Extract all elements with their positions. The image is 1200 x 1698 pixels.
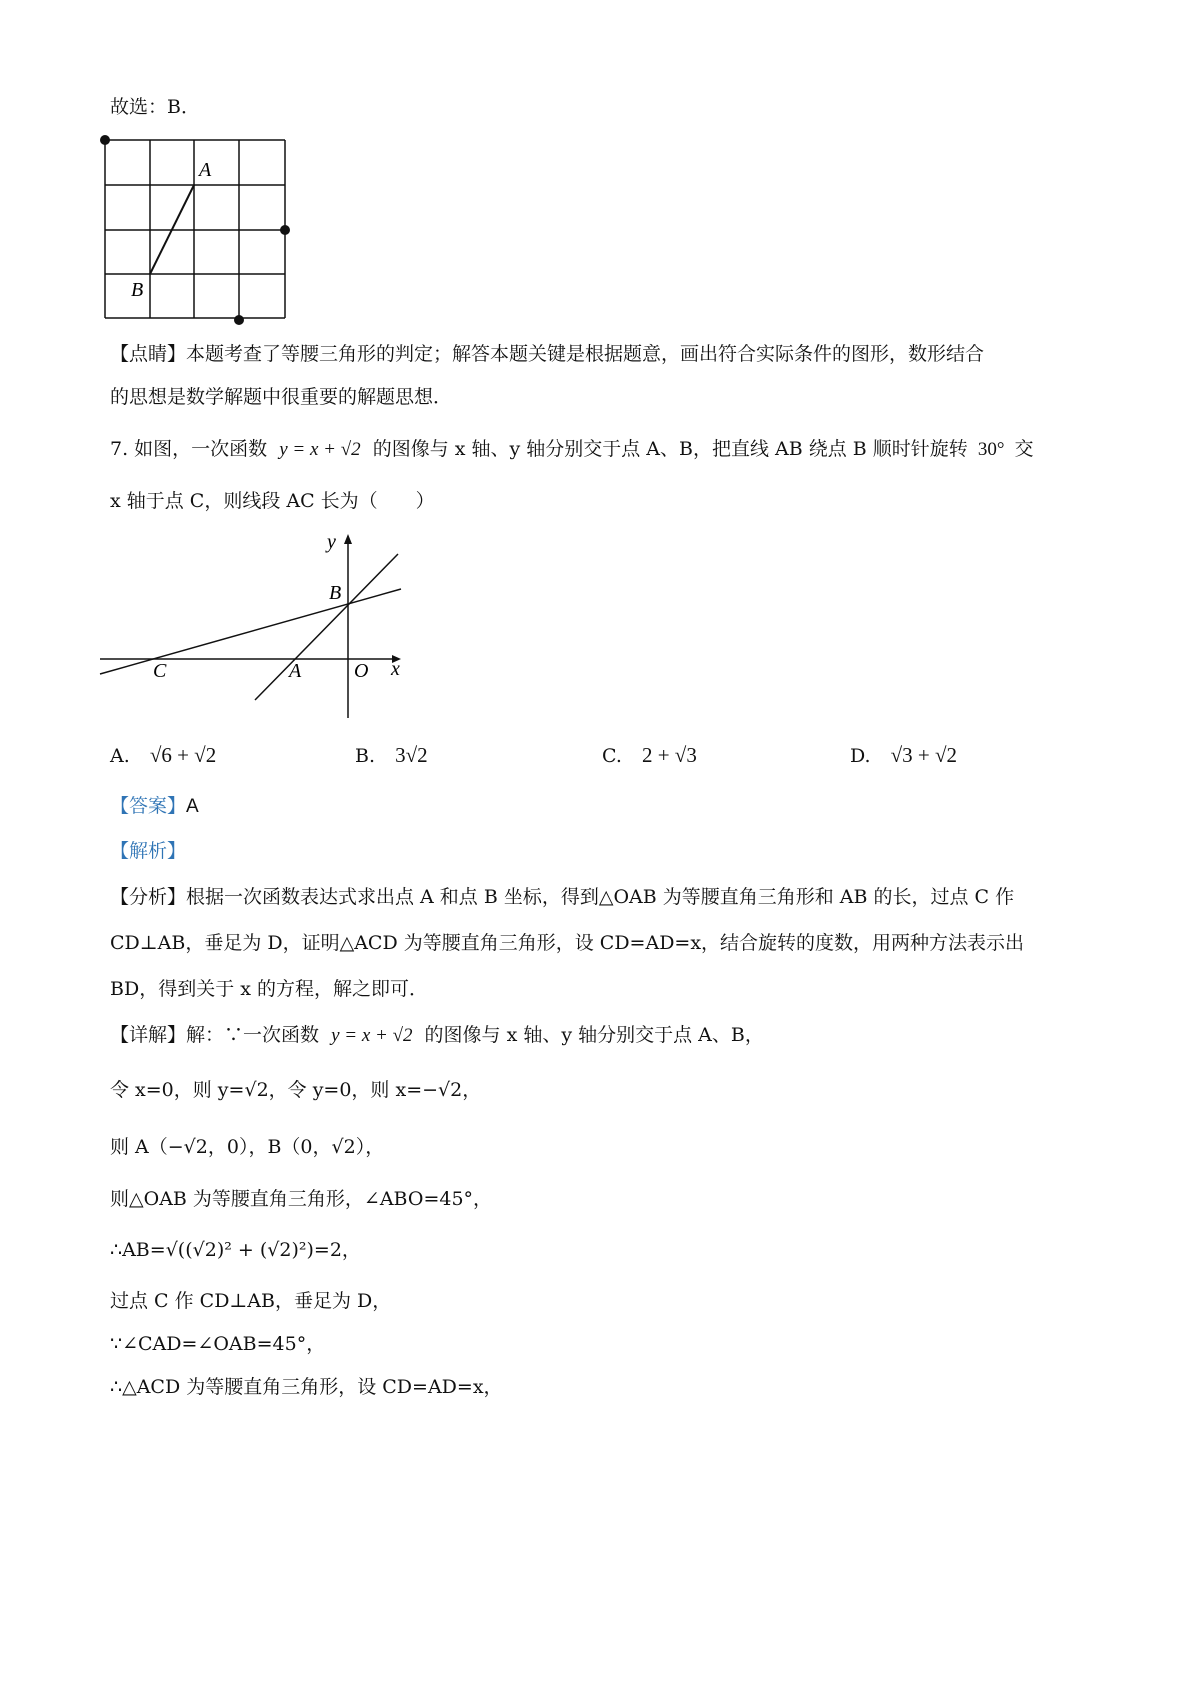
question-7-number: 7. 如图，一次函数 [110, 438, 268, 460]
question-7-stem-rest: 的图像与 x 轴、y 轴分别交于点 A、B，把直线 AB 绕点 B 顺时针旋转 [372, 438, 968, 460]
analysis-line-2: CD⊥AB，垂足为 D，证明△ACD 为等腰直角三角形，设 CD=AD=x，结合旋转的度数，用两种方法表示出 [110, 932, 1025, 954]
function-graph [95, 528, 415, 728]
detail-line-1 [110, 1022, 764, 1049]
option-a-letter: A. [110, 745, 130, 767]
detail-line-7: ∵∠CAD=∠OAB=45°， [110, 1333, 326, 1355]
detail-line-1-function: y = x + √2 [331, 1025, 413, 1046]
grid-label-a: A [199, 159, 212, 181]
detail-line-1-post: 的图像与 x 轴、y 轴分别交于点 A、B， [424, 1024, 764, 1046]
option-d[interactable] [850, 742, 957, 769]
grid-figure [95, 130, 305, 330]
option-c-value: 2 + √3 [641, 743, 697, 767]
detail-line-2: 令 x=0，则 y=√2，令 y=0，则 x=−√2， [110, 1079, 482, 1101]
graph-label-a: A [289, 660, 302, 682]
detail-line-3: 则 A（−√2，0），B（0，√2）， [110, 1136, 385, 1158]
question-7-jiao: 交 [1014, 438, 1034, 460]
question-7-line-2: x 轴于点 C，则线段 AC 长为（ ） [110, 490, 435, 512]
graph-label-b: B [329, 582, 342, 604]
detail-line-1-pre: 【详解】解：∵一次函数 [110, 1024, 320, 1046]
option-a[interactable] [110, 742, 216, 769]
graph-label-x: x [391, 658, 400, 680]
detail-line-8: ∴△ACD 为等腰直角三角形，设 CD=AD=x， [110, 1376, 503, 1398]
graph-label-y: y [327, 531, 336, 553]
detail-line-6: 过点 C 作 CD⊥AB，垂足为 D， [110, 1290, 392, 1312]
prev-answer-line: 故选：B． [110, 96, 200, 118]
option-b[interactable] [355, 742, 428, 769]
analysis-tag: 【解析】 [110, 840, 187, 862]
question-7-angle: 30° [977, 439, 1005, 460]
option-b-letter: B. [355, 745, 376, 767]
answer-tag: 【答案】 [110, 795, 187, 817]
answer-value: A [186, 796, 199, 817]
tip-line-1: 【点睛】本题考查了等腰三角形的判定；解答本题关键是根据题意，画出符合实际条件的图形，数形结合 [110, 343, 985, 365]
option-d-letter: D. [850, 745, 871, 767]
option-b-value: 3√2 [395, 743, 428, 767]
option-c[interactable] [602, 742, 697, 769]
grid-label-b: B [131, 279, 144, 301]
answer-line [110, 793, 199, 820]
detail-line-5: ∴AB=√((√2)² + (√2)²)=2， [110, 1239, 361, 1261]
question-7-function: y = x + √2 [279, 439, 361, 460]
graph-label-c: C [153, 660, 167, 682]
graph-label-o: O [354, 660, 369, 682]
detail-line-4: 则△OAB 为等腰直角三角形，∠ABO=45°， [110, 1188, 493, 1210]
option-d-value: √3 + √2 [890, 743, 958, 767]
question-7-line-1 [110, 436, 1034, 463]
option-a-value: √6 + √2 [149, 743, 217, 767]
tip-line-2: 的思想是数学解题中很重要的解题思想． [110, 386, 453, 408]
analysis-line-3: BD，得到关于 x 的方程，解之即可． [110, 978, 428, 1000]
option-c-letter: C. [602, 745, 622, 767]
analysis-line-1: 【分析】根据一次函数表达式求出点 A 和点 B 坐标，得到△OAB 为等腰直角三角形和 AB 的长，过点 C 作 [110, 886, 1015, 908]
